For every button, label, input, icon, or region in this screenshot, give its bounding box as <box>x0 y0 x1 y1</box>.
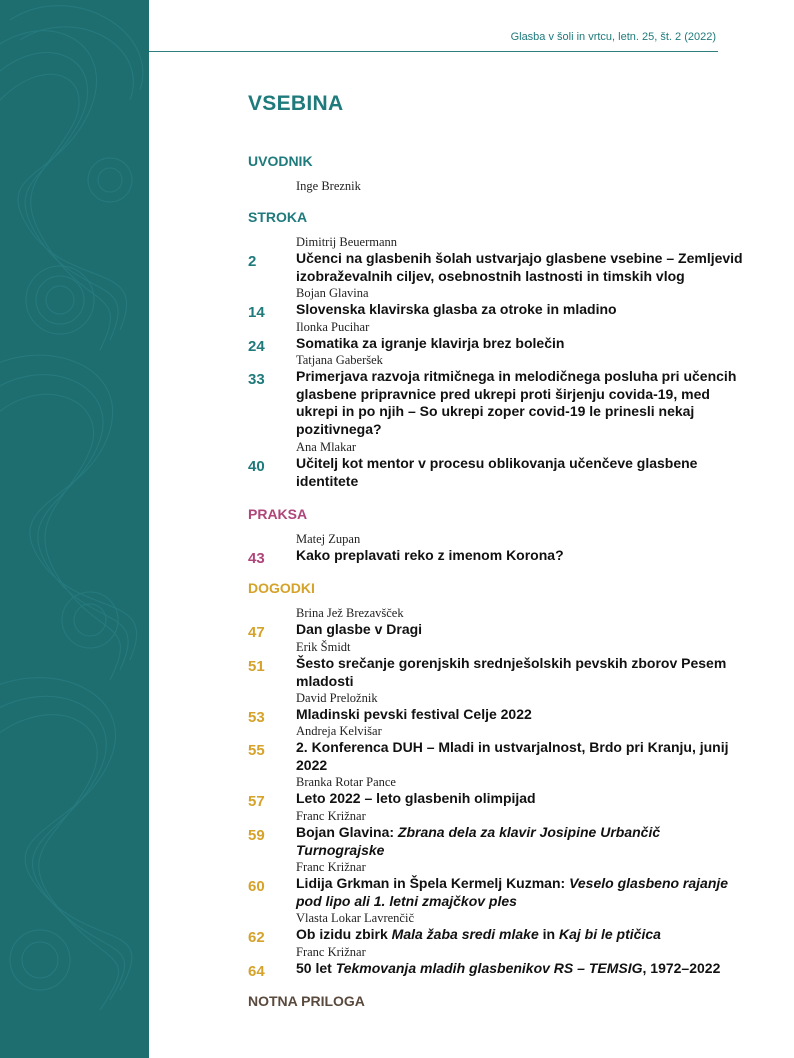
entry-page-number: 60 <box>248 878 265 895</box>
toc-entry[interactable] <box>248 774 748 808</box>
entry-title <box>296 875 748 910</box>
entry-author: Tatjana Gaberšek <box>296 353 383 367</box>
entry-author: Franc Križnar <box>296 809 366 823</box>
entry-page-number: 40 <box>248 458 265 475</box>
section-notna-priloga: NOTNA PRILOGA <box>248 993 365 1009</box>
entry-author: Ilonka Pucihar <box>296 320 370 334</box>
section-praksa: PRAKSA <box>248 506 308 522</box>
entry-author: Inge Breznik <box>296 179 361 193</box>
entry-page-number: 47 <box>248 624 265 641</box>
entry-page-number: 43 <box>248 550 265 567</box>
entry-title: Primerjava razvoja ritmičnega in melodičnega posluha pri učencih glasbene pripravnice pred ukrepi proti širjenju covida-19, med ukrepi in po njih – So ukrepi zoper covid-19 le prinesli nekaj pozitivnega? <box>296 368 737 437</box>
entry-title-part: Lidija Grkman in Špela Kermelj Kuzman: <box>296 875 570 891</box>
entry-title-part: , 1972–2022 <box>642 960 721 976</box>
entry-author: Andreja Kelvišar <box>296 724 382 738</box>
section-uvodnik: UVODNIK <box>248 153 313 169</box>
entry-page-number: 33 <box>248 371 265 388</box>
entry-title: Mladinski pevski festival Celje 2022 <box>296 706 532 722</box>
entry-author: Bojan Glavina <box>296 286 369 300</box>
toc-entry[interactable] <box>248 319 748 353</box>
toc-entry[interactable] <box>248 439 748 490</box>
entry-author: Vlasta Lokar Lavrenčič <box>296 911 414 925</box>
entry-author: Erik Šmidt <box>296 640 351 654</box>
entry-page-number: 51 <box>248 658 265 675</box>
running-header: Glasba v šoli in vrtcu, letn. 25, št. 2 (2022) <box>510 31 716 43</box>
toc-entry[interactable] <box>248 723 748 774</box>
entry-author: Franc Križnar <box>296 945 366 959</box>
entry-title: Slovenska klavirska glasba za otroke in mladino <box>296 301 617 317</box>
entry-author: Brina Jež Brezavšček <box>296 606 404 620</box>
toc-entry[interactable] <box>248 531 748 565</box>
entry-title <box>296 960 748 978</box>
entry-title-italic: Zbrana dela za klavir Josipine Urbančič Turnograjske <box>296 824 661 858</box>
entry-title-italic: Veselo glasbeno rajanje pod lipo ali 1. letni zmajčkov ples <box>296 875 729 909</box>
toc-entry[interactable] <box>248 910 748 944</box>
toc-entry[interactable] <box>248 690 748 724</box>
toc-entry[interactable] <box>248 859 748 910</box>
entry-title: Šesto srečanje gorenjskih srednješolskih pevskih zborov Pesem mladosti <box>296 655 727 689</box>
entry-title: 2. Konferenca DUH – Mladi in ustvarjalnost, Brdo pri Kranju, junij 2022 <box>296 739 729 773</box>
toc-entry[interactable] <box>248 808 748 859</box>
entry-page-number: 2 <box>248 253 257 270</box>
entry-title-part: Bojan Glavina: <box>296 824 398 840</box>
entry-title: Učitelj kot mentor v procesu oblikovanja učenčeve glasbene identitete <box>296 455 698 489</box>
entry-title: Dan glasbe v Dragi <box>296 621 423 637</box>
entry-title <box>296 926 748 944</box>
entry-title-italic: Tekmovanja mladih glasbenikov RS – TEMSIG <box>335 960 643 976</box>
entry-page-number: 64 <box>248 963 265 980</box>
entry-title-part: 50 let <box>296 960 336 976</box>
entry-author: Matej Zupan <box>296 532 361 546</box>
entry-title-part: in <box>538 926 559 942</box>
decorative-sidebar <box>0 0 149 1058</box>
toc-entry[interactable] <box>248 352 748 438</box>
page-title: VSEBINA <box>248 92 344 115</box>
entry-author: Ana Mlakar <box>296 440 357 454</box>
swirl-pattern <box>0 0 149 1058</box>
entry-page-number: 62 <box>248 929 265 946</box>
entry-author: David Preložnik <box>296 691 378 705</box>
entry-title-italic: Kaj bi le ptičica <box>558 926 661 942</box>
entry-title: Kako preplavati reko z imenom Korona? <box>296 547 564 563</box>
entry-title: Učenci na glasbenih šolah ustvarjajo glasbene vsebine – Zemljevid izobraževalnih ciljev, osebnostnih lastnosti in timskih vlog <box>296 250 743 284</box>
toc-entry[interactable] <box>248 639 748 690</box>
toc-entry[interactable] <box>248 944 748 978</box>
entry-page-number: 24 <box>248 338 265 355</box>
entry-page-number: 14 <box>248 304 265 321</box>
entry-title <box>296 824 748 859</box>
toc-entry[interactable] <box>248 285 748 319</box>
entry-page-number: 59 <box>248 827 265 844</box>
section-stroka: STROKA <box>248 209 308 225</box>
entry-author: Franc Križnar <box>296 860 366 874</box>
entry-author: Branka Rotar Pance <box>296 775 396 789</box>
entry-title-part: Ob izidu zbirk <box>296 926 392 942</box>
toc-entry <box>248 178 748 194</box>
header-rule <box>149 51 718 52</box>
section-dogodki: DOGODKI <box>248 580 315 596</box>
entry-title-italic: Mala žaba sredi mlake <box>391 926 539 942</box>
entry-page-number: 53 <box>248 709 265 726</box>
entry-title: Leto 2022 – leto glasbenih olimpijad <box>296 790 536 806</box>
entry-page-number: 55 <box>248 742 265 759</box>
entry-page-number: 57 <box>248 793 265 810</box>
entry-author: Dimitrij Beuermann <box>296 235 398 249</box>
toc-entry[interactable] <box>248 605 748 639</box>
entry-title: Somatika za igranje klavirja brez bolečin <box>296 335 565 351</box>
toc-entry[interactable] <box>248 234 748 285</box>
